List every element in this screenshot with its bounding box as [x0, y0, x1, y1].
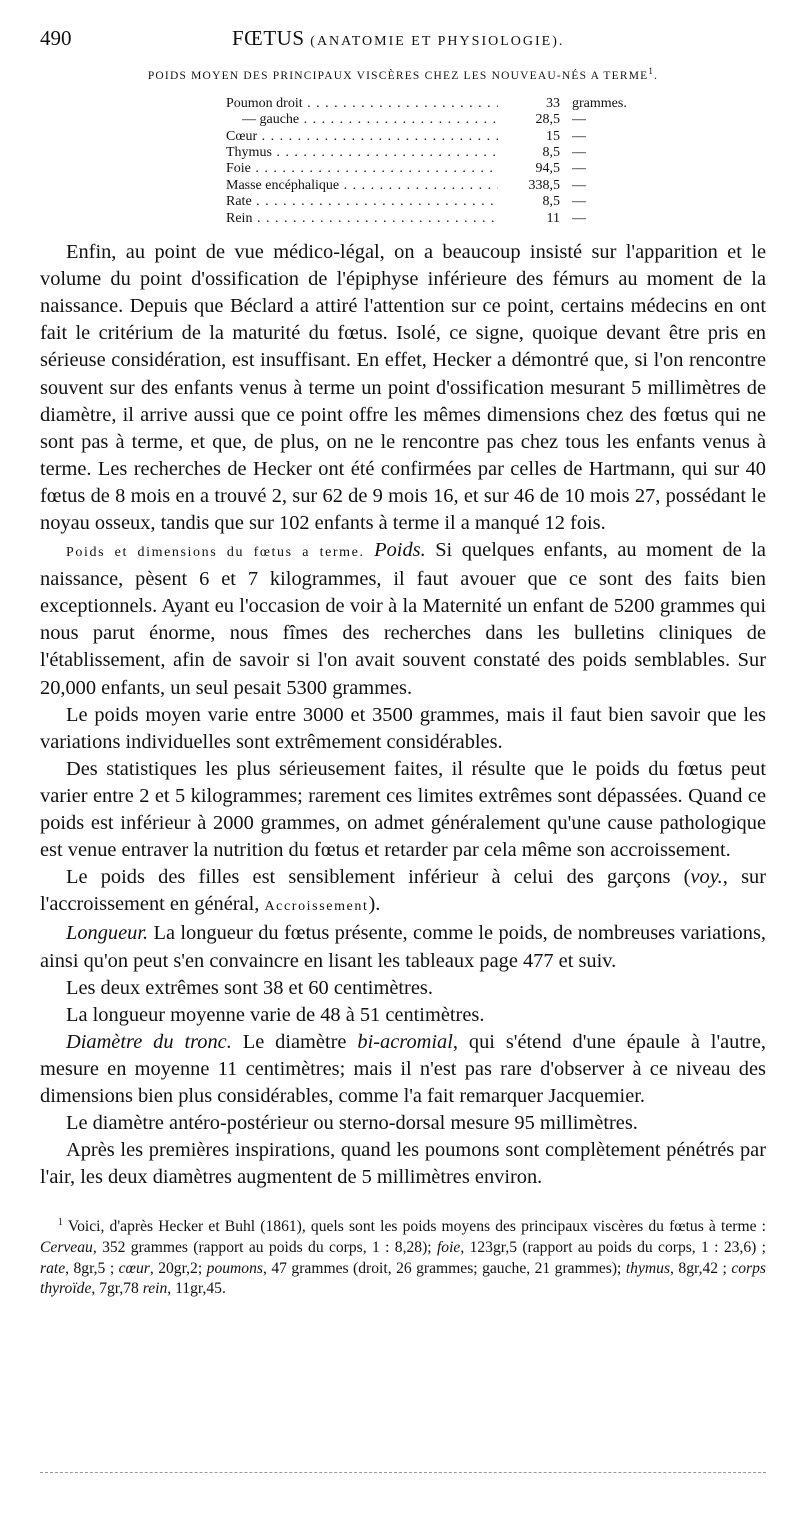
organ-weight: 33 [546, 95, 560, 111]
paragraph [40, 864, 766, 920]
paragraph: Le poids moyen varie entre 3000 et 3500 grammes, mais il faut bien savoir que les variations individuelles sont extrêmement considérables. [40, 703, 766, 753]
table-row [226, 161, 766, 177]
paragraph [40, 920, 766, 974]
cross-reference: voy. [690, 866, 723, 889]
table-row [226, 96, 766, 112]
paragraph: Les deux extrêmes sont 38 et 60 centimètres. [66, 976, 433, 999]
section-heading: Poids et dimensions du fœtus a terme. [66, 545, 365, 561]
cross-reference-term: Accroissement [264, 899, 369, 915]
footnote-text: , 8gr,5 ; [65, 1259, 119, 1277]
document-page [40, 26, 766, 1300]
footnote [40, 1213, 766, 1299]
paragraph-text: , sur l'accroissement en général, [40, 866, 766, 916]
table-row [226, 211, 766, 227]
table-row [226, 178, 766, 194]
footnote-text: , 123gr,5 (rapport au poids du corps, 1 : 23,6) ; [460, 1239, 766, 1257]
paragraph-text: Le poids des filles est sensiblement inférieur à celui des garçons ( [66, 866, 691, 889]
organ-unit: — [572, 194, 586, 210]
organ-name: Thymus . . . [226, 145, 498, 161]
table-row [226, 129, 766, 145]
footnote-text: Voici, d'après Hecker et Buhl (1861), quels sont les poids moyens des principaux viscères du fœtus à terme : [67, 1218, 766, 1236]
table-row [226, 145, 766, 161]
paragraph: Enfin, au point de vue médico-légal, on a beaucoup insisté sur l'apparition et le volume du point d'ossification de l'épiphyse inférieure des fémurs au moment de la naissance. Depuis que Béclard a attiré l'attention sur ce point, certains médecins en ont fait le critérium de la maturité du fœtus. Isolé, ce signe, quoique devant être pris en sérieuse considération, est insuffisant. En effet, Hecker a démontré que, si l'on rencontre souvent sur des enfants venus à terme un point d'ossification mesurant 5 millimètres de diamètre, il arrive aussi que ce point offre les mêmes dimensions chez des fœtus qui ne sont pas à terme, et que, de plus, on ne le rencontre pas chez tous les enfants venus à terme. Les recherches de Hecker ont été confirmées par celles de Hartmann, qui sur 40 fœtus de 8 mois en a trouvé 2, sur 62 de 9 mois 16, et sur 46 de 10 mois 27, possédant le noyau osseux, tandis que sur 102 enfants à terme il a manqué 12 fois. [40, 241, 766, 535]
paragraph: Le diamètre antéro-postérieur ou sterno-dorsal mesure 95 millimètres. [66, 1112, 638, 1135]
running-head-subtitle: (ANATOMIE ET PHYSIOLOGIE). [310, 34, 565, 49]
organ-name: Cœur . . . [226, 129, 498, 145]
organ-name: Rate . . . [226, 194, 498, 210]
paragraph: Des statistiques les plus sérieusement faites, il résulte que le poids du fœtus peut varier entre 2 et 5 kilogrammes; rarement ces limites extrêmes sont dépassées. Quand ce poids est inférieur à 2000 grammes, on admet généralement qu'une cause pathologique est venue entraver la nutrition du fœtus et retarder par cela même son accroissement. [40, 757, 766, 862]
table-title-text: POIDS MOYEN DES PRINCIPAUX VISCÈRES CHEZ LES NOUVEAU-NÉS A TERME [147, 69, 649, 82]
paragraph-text: Si quelques enfants, au moment de la naissance, pèsent 6 et 7 kilogrammes, il faut avouer que ce sont des faits bien exceptionnels. Ayant eu l'occasion de voir à la Maternité un enfant de 5200 grammes qui nous parut énorme, nous fîmes des recherches dans les bulletins cliniques de l'établissement, afin de savoir si l'on avait souvent constaté des poids semblables. Sur 20,000 enfants, un seul pesait 5300 grammes. [40, 539, 766, 699]
footnotes [40, 1213, 766, 1299]
organ-name: Foie . . . [226, 161, 498, 177]
term: bi-acromial [357, 1030, 453, 1053]
footnote-text: , 47 grammes (droit, 26 grammes; gauche, 21 grammes); [262, 1259, 626, 1277]
organ-weight: 338,5 [528, 177, 560, 193]
footnote-text: , 8gr,42 ; [670, 1259, 732, 1277]
paragraph: Après les premières inspirations, quand les poumons sont complètement pénétrés par l'air, les deux diamètres augmentent de 5 millimètres environ. [40, 1139, 766, 1189]
organ-unit: grammes. [572, 95, 627, 111]
organ-unit: — [572, 145, 586, 161]
footnote-marker: 1 [58, 1217, 63, 1229]
page-number: 490 [40, 26, 72, 50]
paragraph-text: ). [368, 893, 381, 916]
paragraph-text: La longueur du fœtus présente, comme le poids, de nombreuses variations, ainsi qu'on peut s'en convaincre en lisant les tableaux page 477 et suiv. [40, 922, 766, 972]
table-row [226, 112, 766, 128]
footnote-term: Cerveau [40, 1239, 93, 1257]
subheading: Longueur. [66, 922, 149, 945]
footnote-term: foie [436, 1239, 461, 1257]
table-title: POIDS MOYEN DES PRINCIPAUX VISCÈRES CHEZ LES NOUVEAU-NÉS A TERME$^1$. [147, 66, 659, 82]
subheading: Diamètre du tronc. [66, 1030, 232, 1053]
footnote-term: rate [40, 1259, 66, 1277]
footnote-term: rein [142, 1280, 168, 1298]
organ-weight: 8,5 [542, 194, 560, 210]
organ-name: Masse encéphalique . . . [226, 178, 498, 194]
organ-weight: 11 [546, 210, 560, 226]
organ-weight-table [226, 96, 766, 227]
organ-name: Rein . . . [226, 211, 498, 227]
main-text [40, 239, 766, 1191]
footnote-text: , 7gr,78 [91, 1280, 143, 1298]
footnote-term: thymus [625, 1259, 671, 1277]
organ-weight: 8,5 [542, 145, 560, 161]
paragraph-text: , qui s'étend d'une épaule à l'autre, mesure en moyenne 11 centimètres; mais il n'est pas rare d'observer à ce niveau des dimensions bien plus considérables, comme l'a fait remarquer Jacquemier. [40, 1030, 766, 1107]
running-head-title: FŒTUS [232, 26, 305, 50]
footnote-term: corps thyroïde [40, 1259, 766, 1298]
organ-unit: — [572, 177, 586, 193]
organ-name: Poumon droit . . . [226, 96, 498, 112]
footnote-text: , 11gr,45. [167, 1280, 226, 1298]
organ-unit: — [572, 112, 586, 128]
organ-unit: — [572, 161, 586, 177]
footnote-term: cœur [118, 1259, 150, 1277]
footnote-ref: 1 [648, 66, 655, 76]
organ-unit: — [572, 128, 586, 144]
table-row [226, 194, 766, 210]
subheading: Poids. [374, 539, 426, 562]
running-head [232, 26, 564, 51]
footnote-term: poumons [206, 1259, 263, 1277]
paragraph [40, 537, 766, 702]
organ-weight: 15 [546, 128, 560, 144]
organ-name: — gauche . . . [226, 112, 498, 128]
organ-weight: 94,5 [535, 161, 560, 177]
paragraph [40, 1029, 766, 1110]
bottom-rule [40, 1472, 766, 1473]
page-header [40, 26, 766, 60]
organ-unit: — [572, 210, 586, 226]
footnote-text: , 352 grammes (rapport au poids du corps, 1 : 8,28); [92, 1239, 437, 1257]
footnote-text: , 20gr,2; [149, 1259, 207, 1277]
organ-weight: 28,5 [535, 112, 560, 128]
paragraph-text: Le diamètre [242, 1030, 347, 1053]
paragraph: La longueur moyenne varie de 48 à 51 centimètres. [66, 1003, 485, 1026]
